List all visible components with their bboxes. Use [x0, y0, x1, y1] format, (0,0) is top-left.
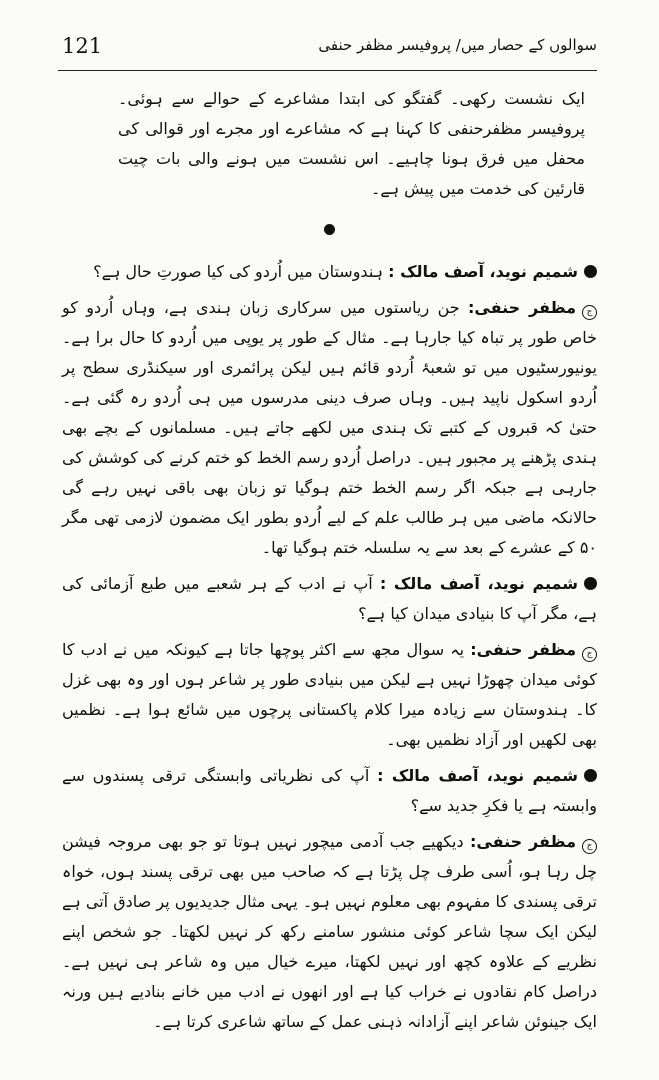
section-separator-dot	[324, 224, 335, 235]
answer-marker-icon: ج	[582, 839, 597, 854]
answer-text: یہ سوال مجھ سے اکثر پوچھا جاتا ہے کیونکہ میں نے ادب کا کوئی میدان چھوڑا نہیں ہے لیکن میں بنیادی طور پر شاعر ہوں اور وہ بھی غزل کا۔ ہندوستان سے زیادہ میرا کلام پاکستانی پرچوں میں شائع ہوا ہے۔ نظمیں بھی لکھیں اور آزاد نظمیں بھی۔	[62, 640, 597, 749]
question-speaker: شمیم نوید، آصف مالک :	[379, 574, 579, 593]
question-text: ہندوستان میں اُردو کی کیا صورتِ حال ہے؟	[93, 262, 384, 281]
interview-body	[62, 84, 597, 1037]
answer-speaker: مظفر حنفی:	[470, 640, 576, 659]
question-1	[62, 257, 597, 287]
running-title: سوالوں کے حصار میں/ پروفیسر مظفر حنفی	[318, 36, 597, 54]
answer-speaker: مظفر حنفی:	[470, 832, 576, 851]
question-3	[62, 761, 597, 821]
answer-text: جن ریاستوں میں سرکاری زبان ہندی ہے، وہاں اُردو کو خاص طور پر تباہ کیا جارہا ہے۔ مثال کے طور پر یوپی میں اُردو کا حال برا ہے۔ یونیورسٹیوں میں تو شعبۂ اُردو قائم ہیں لیکن پرائمری اور سیکنڈری سطح پر اُردو اسکول ناپید ہیں۔ وہاں صرف دینی مدرسوں میں ہی اُردو رہ گئی ہے۔ حتیٰ کہ قبروں کے کتبے تک ہندی میں لکھے جاتے ہیں۔ مسلمانوں کے بچے بھی ہندی پڑھنے پر مجبور ہیں۔ دراصل اُردو رسم الخط کو ختم کرنے کی کوشش کی جارہی ہے جبکہ اگر رسم الخط ختم ہوگیا تو زبان بھی باقی نہیں رہے گی حالانکہ ماضی میں ہر طالب علم کے لیے اُردو بطور ایک مضمون لازمی تھی مگر ۵۰ کے عشرے کے بعد سے یہ سلسلہ ختم ہوگیا تھا۔	[62, 298, 597, 557]
answer-text: دیکھیے جب آدمی میچور نہیں ہوتا تو جو بھی مروجہ فیشن چل رہا ہو، اُسی طرف چل پڑتا ہے کہ صاحب میں بھی ترقی پسند ہوں، خواہ ترقی پسندی کا مفہوم بھی معلوم نہیں ہو۔ یہی مثال جدیدیوں پر صادق آتی ہے لیکن ایک سچا شاعر کوئی منشور سامنے رکھ کر نہیں لکھتا۔ جو شخص اپنے نظریے کے علاوہ کچھ اور نہیں لکھتا، میرے خیال میں وہ شاعر ہی نہیں ہے۔ دراصل کام نقادوں نے خراب کیا ہے اور انھوں نے ادب میں خانے بنادیے ہیں ورنہ ایک جینوئن شاعر اپنے آزادانہ ذہنی عمل کے ساتھ شاعری کرتا ہے۔	[62, 832, 597, 1031]
question-text: آپ نے ادب کے ہر شعبے میں طبع آزمائی کی ہے، مگر آپ کا بنیادی میدان کیا ہے؟	[62, 574, 597, 623]
answer-1	[62, 293, 597, 563]
question-marker-icon	[584, 577, 597, 590]
answer-marker-icon: ج	[582, 647, 597, 662]
intro-paragraph: ایک نشست رکھی۔ گفتگو کی ابتدا مشاعرے کے حوالے سے ہوئی۔ پروفیسر مظفرحنفی کا کہنا ہے کہ مشاعرے اور مجرے اور قوالی کی محفل میں فرق ہونا چاہیے۔ اس نشست میں ہونے والی بات چیت قارئین کی خدمت میں پیش ہے۔	[118, 89, 585, 198]
question-text: آپ کی نظریاتی وابستگی ترقی پسندوں سے وابستہ ہے یا فکرِ جدید سے؟	[62, 766, 597, 815]
answer-speaker: مظفر حنفی:	[468, 298, 577, 317]
answer-marker-icon: ج	[582, 305, 597, 320]
page-number: 121	[62, 34, 103, 58]
answer-2	[62, 635, 597, 755]
question-marker-icon	[584, 769, 597, 782]
question-marker-icon	[584, 265, 597, 278]
question-2	[62, 569, 597, 629]
answer-3	[62, 827, 597, 1037]
page-header	[58, 30, 597, 71]
question-speaker: شمیم نوید، آصف مالک :	[377, 766, 579, 785]
question-speaker: شمیم نوید، آصف مالک :	[388, 262, 578, 281]
